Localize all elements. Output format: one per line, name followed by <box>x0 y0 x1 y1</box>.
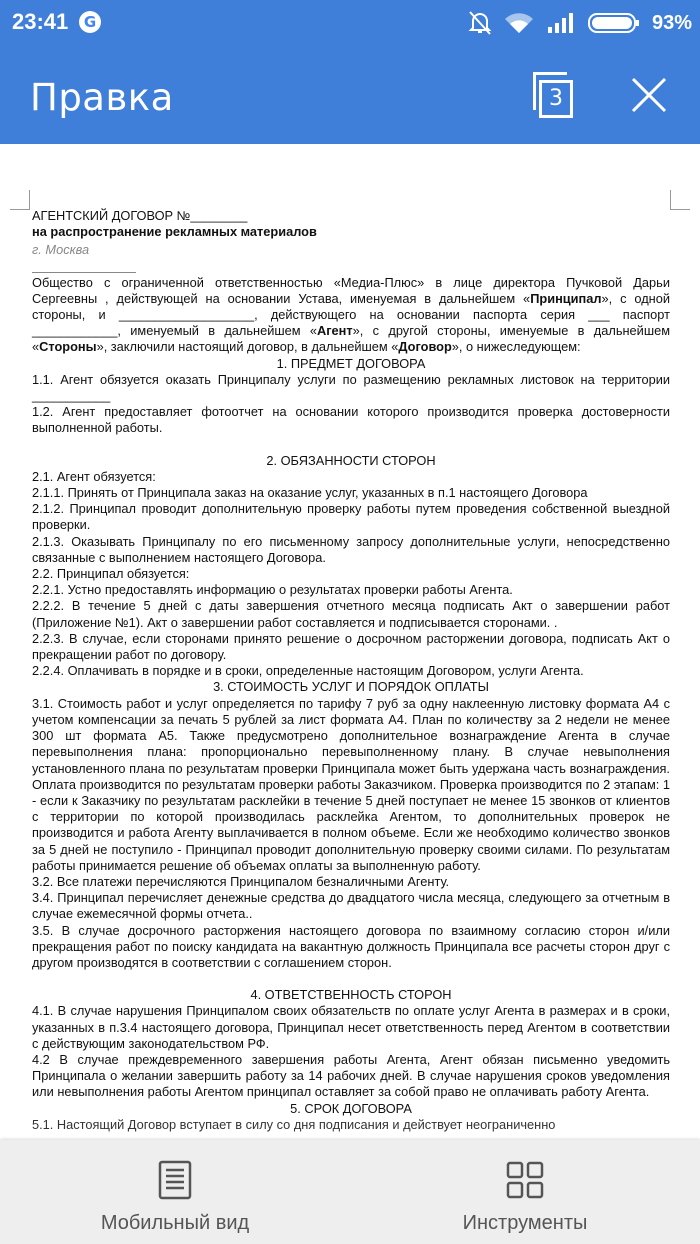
section-heading: 3. СТОИМОСТЬ УСЛУГ И ПОРЯДОК ОПЛАТЫ <box>213 679 489 695</box>
clause: 3.4. Принципал перечисляет денежные средства до двадцатого числа месяца, следующего за отчетным в случае ежемесячной формы отчета.. <box>32 890 670 922</box>
mobile-view-icon <box>155 1160 195 1200</box>
app-bar <box>0 46 700 144</box>
tools-label: Инструменты <box>462 1212 588 1234</box>
pages-count: 3 <box>539 80 573 118</box>
section-heading: 1. ПРЕДМЕТ ДОГОВОРА <box>276 355 426 371</box>
section-heading: 5. СРОК ДОГОВОРА <box>290 1100 412 1116</box>
page-corner-marker <box>670 190 690 210</box>
document-view[interactable] <box>0 144 700 1140</box>
google-icon: G <box>79 11 101 33</box>
clause: 2.2. Принципал обязуется: <box>32 566 190 582</box>
battery-icon <box>588 11 640 35</box>
document-city: г. Москва <box>32 242 90 258</box>
clause: 2.2.1. Устно предоставлять информацию о результатах проверки работы Агента. <box>32 582 513 598</box>
silent-icon <box>468 10 492 36</box>
clause: 2.2.2. В течение 5 дней с даты завершения отчетного месяца подписать Акт о завершении работ (Приложение №1). Акт о завершении работ составляется и подписывается сторонами. . <box>32 598 670 630</box>
close-icon[interactable] <box>628 74 670 116</box>
status-time: 23:41 <box>12 9 69 34</box>
clause: 2.1.2. Принципал проводит дополнительную проверку работы путем проведения собственной выездной проверки. <box>32 501 670 533</box>
document-body <box>32 208 670 1133</box>
clause: 2.2.3. В случае, если сторонами принято решение о досрочном расторжении договора, подписать Акт о прекращении работ по договору. <box>32 630 670 663</box>
mobile-view-label: Мобильный вид <box>100 1212 250 1234</box>
wifi-icon <box>504 11 534 35</box>
pages-button[interactable] <box>527 70 577 122</box>
clause: 5.1. Настоящий Договор вступает в силу со дня подписания и действует неограниченно <box>32 1116 556 1132</box>
preamble: Общество с ограниченной ответственностью «Медиа-Плюс» в лице директора Пучковой Дарьи Сергеевны , действующей на основании Устава, именуемая в дальнейшем «Принципал», с одной стороны, и ___________________, действующего на основании паспорта серия ___ паспорт ____________, именуемый в дальнейшем «Агент», с другой стороны, именуемые в дальнейшем «Стороны», заключили настоящий договор, в дальнейшем «Договор», о нижеследующем: <box>32 274 670 355</box>
clause: 2.1. Агент обязуется: <box>32 468 156 484</box>
page-title: Правка <box>30 76 174 119</box>
tools-button[interactable] <box>350 1140 700 1244</box>
battery-percent: 93% <box>651 11 692 34</box>
clause: 2.1.1. Принять от Принципала заказ на оказание услуг, указанных в п.1 настоящего Договора <box>32 485 588 501</box>
clause: 2.1.3. Оказывать Принципалу по его письменному запросу дополнительные услуги, непосредственно связанные с выполнением настоящего Договора. <box>32 533 670 565</box>
clause: 1.1. Агент обязуется оказать Принципалу услуги по размещению рекламных листовок на территории ___________ <box>32 371 670 404</box>
page-corner-marker <box>10 190 30 210</box>
clause: 1.2. Агент предоставляет фотоотчет на основании которого производится проверка достоверности выполненной работы. <box>32 404 670 436</box>
status-bar <box>0 0 700 46</box>
tools-grid-icon <box>505 1160 545 1200</box>
clause: 4.1. В случае нарушения Принципалом своих обязательств по оплате услуг Агента в размерах и в сроки, указанных в п.3.4 настоящего договора, Принципал несет ответственность перед Агентом в соответствии с действующим законодательством РФ. <box>32 1003 670 1051</box>
date-blank-line <box>32 259 136 273</box>
signal-icon <box>546 11 576 35</box>
clause: 4.2 В случае преждевременного завершения работы Агента, Агент обязан письменно уведомить Принципала о желании завершить работу за 14 рабочих дней. В случае нарушения сроков уведомления или невыполнения работы Агентом принципал оставляет за собой право не оплачивать работу Агента. <box>32 1051 670 1100</box>
clause: 3.1. Стоимость работ и услуг определяется по тарифу 7 руб за одну наклеенную листовку формата А4 с учетом компенсации за печать 5 рублей за лист формата А4. План по количеству за 2 недели не менее 300 шт формата А5. Также предусмотрено дополнительное вознаграждение Агента в случае перевыполнения плана: пропорционально перевыполненному плану. В случае невыполнения установленного плана по результатам проверки Принципала может быть удержана часть вознаграждения. Оплата производится по результатам проверки работы Заказчиком. Проверка производится по 2 этапам: 1 - если к Заказчику по результатам расклейки в течение 5 дней поступает не менее 15 звонков от клиентов с территории по которой производилась расклейка Агентом, то дополнительных проверок не производится и работа Агенту выплачивается в полном объеме. Если же необходимо количество звонков за 5 дней не поступило - Принципал проводит дополнительную проверку своими силами. По результатам работы принимается решение об объемах оплаты за выполненную работу. <box>32 695 671 873</box>
clause: 3.2. Все платежи перечисляются Принципалом безналичными Агенту. <box>32 873 450 889</box>
bottom-toolbar <box>0 1140 700 1244</box>
clause: 2.2.4. Оплачивать в порядке и в сроки, определенные настоящим Договором, услуги Агента. <box>32 663 584 679</box>
section-heading: 4. ОТВЕТСТВЕННОСТЬ СТОРОН <box>250 987 452 1003</box>
section-heading: 2. ОБЯЗАННОСТИ СТОРОН <box>266 452 436 468</box>
status-icons <box>468 8 692 38</box>
document-title: АГЕНТСКИЙ ДОГОВОР №________ <box>32 208 248 223</box>
document-subtitle: на распространение рекламных материалов <box>32 224 317 240</box>
mobile-view-button[interactable] <box>0 1140 350 1244</box>
clause: 3.5. В случае досрочного расторжения настоящего договора по взаимному согласию сторон и/или прекращения работ по поиску кандидата на вакантную должность Принципала все расчеты сторон друг с другом производятся в соответствии с соглашением сторон. <box>32 922 670 970</box>
